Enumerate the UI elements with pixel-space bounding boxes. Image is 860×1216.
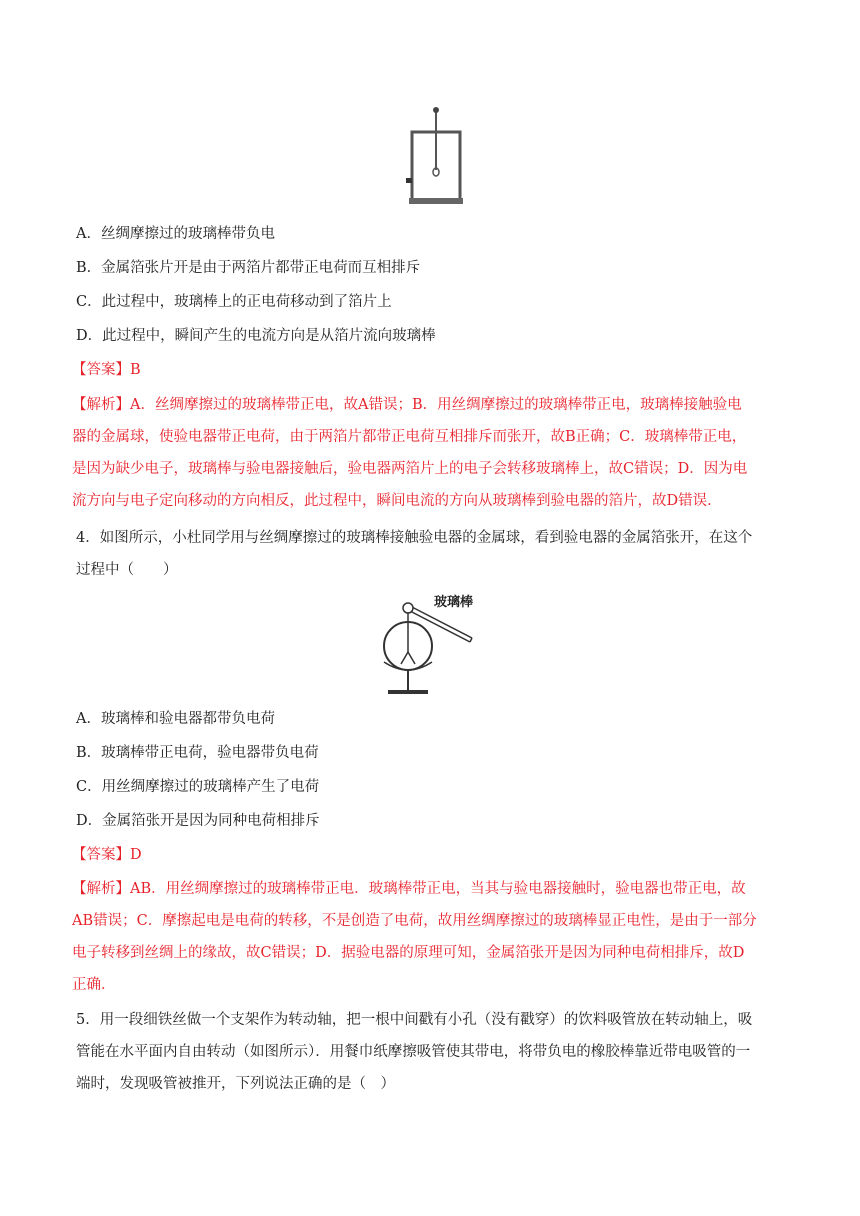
q3-analysis-line: 是因为缺少电子，玻璃棒与验电器接触后，验电器两箔片上的电子会转移玻璃棒上，故C错误；D．因为电 [72,461,748,477]
q4-analysis [72,873,782,1001]
q3-analysis [72,389,782,517]
q5-stem-line: 管能在水平面内自由转动（如图所示）．用餐巾纸摩擦吸管使其带电，将带负电的橡胶棒靠近带电吸管的一 [76,1044,751,1060]
q3-option-d: D．此过程中，瞬间产生的电流方向是从箔片流向玻璃棒 [76,328,436,344]
q4-answer: 【答案】D [72,847,142,863]
q3-analysis-line: 流方向与电子定向移动的方向相反，此过程中，瞬间电流的方向从玻璃棒到验电器的箔片，故D错误． [72,493,722,509]
electroscope-glass-rod-figure [376,590,496,698]
q4-analysis-line: 正确． [72,977,116,993]
q3-option-c: C．此过程中，玻璃棒上的正电荷移动到了箔片上 [76,294,392,310]
q3-analysis-line: 器的金属球，使验电器带正电荷，由于两箔片都带正电荷互相排斥而张开，故B正确；C．玻璃棒带正电， [72,429,747,445]
q4-analysis-line: 【解析】AB．用丝绸摩擦过的玻璃棒带正电．玻璃棒带正电，当其与验电器接触时，验电器也带正电，故 [72,881,746,897]
q3-option-a: A．丝绸摩擦过的玻璃棒带负电 [76,226,275,242]
glass-rod-label: 玻璃棒 [434,595,474,610]
q4-option-b: B．玻璃棒带正电荷，验电器带负电荷 [76,745,319,761]
q4-option-a: A．玻璃棒和验电器都带负电荷 [76,711,275,727]
q3-option-b: B．金属箔张片开是由于两箔片都带正电荷而互相排斥 [76,260,421,276]
q4-stem-line: 过程中（ ） [76,562,178,578]
q3-analysis-line: 【解析】A．丝绸摩擦过的玻璃棒带正电，故A错误；B．用丝绸摩擦过的玻璃棒带正电，玻璃棒接触验电 [72,397,742,413]
q3-answer: 【答案】B [72,362,141,378]
q4-option-d: D．金属箔张开是因为同种电荷相排斥 [76,813,320,829]
q5-stem-line: 端时，发现吸管被推开，下列说法正确的是（ ） [76,1076,395,1092]
q4-stem [76,522,786,586]
q5-stem [76,1004,786,1100]
q4-option-c: C．用丝绸摩擦过的玻璃棒产生了电荷 [76,779,320,795]
electroscope-box-figure [400,104,470,208]
q5-stem-line: 5．用一段细铁丝做一个支架作为转动轴，把一根中间戳有小孔（没有戳穿）的饮料吸管放在转动轴上，吸 [76,1012,753,1028]
q4-stem-line: 4．如图所示，小杜同学用与丝绸摩擦过的玻璃棒接触验电器的金属球，看到验电器的金属箔张开，在这个 [76,530,753,546]
q4-analysis-line: 电子转移到丝绸上的缘故，故C错误；D．据验电器的原理可知，金属箔张开是因为同种电荷相排斥，故D [72,945,745,961]
q4-analysis-line: AB错误；C．摩擦起电是电荷的转移，不是创造了电荷，故用丝绸摩擦过的玻璃棒显正电性，是由于一部分 [72,913,757,929]
